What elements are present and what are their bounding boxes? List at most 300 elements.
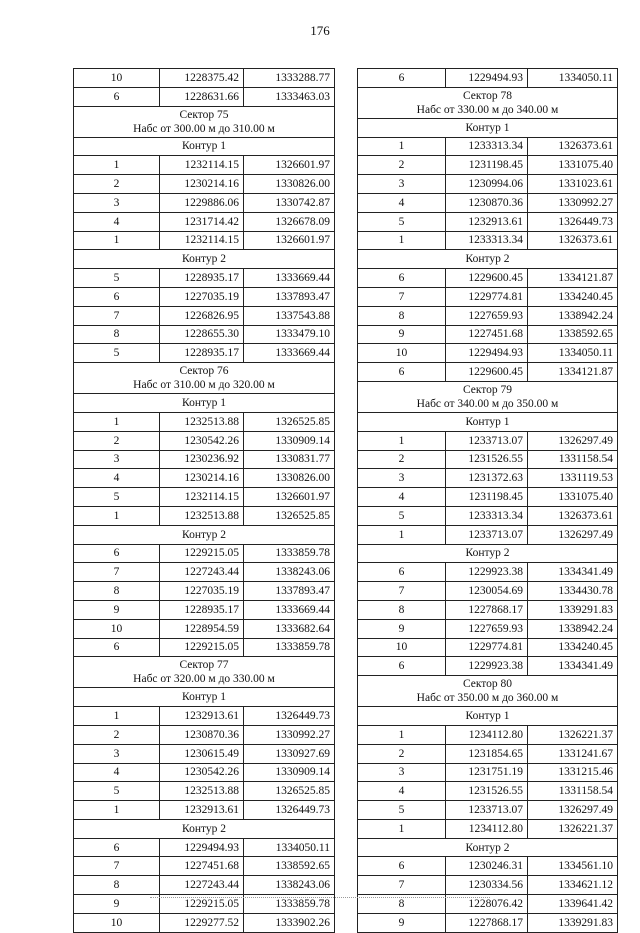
table-row: [358, 175, 618, 194]
point-number: 9: [358, 913, 446, 932]
point-number: 7: [74, 306, 160, 325]
x-coordinate: 1232913.61: [160, 707, 244, 726]
point-number: 6: [358, 69, 446, 88]
point-number: 1: [358, 137, 446, 156]
table-row: [358, 600, 618, 619]
x-coordinate: 1229886.06: [160, 193, 244, 212]
y-coordinate: 1334050.11: [528, 344, 618, 363]
x-coordinate: 1228655.30: [160, 325, 244, 344]
point-number: 9: [74, 895, 160, 914]
x-coordinate: 1233713.07: [446, 525, 528, 544]
point-number: 7: [358, 287, 446, 306]
contour-header-row: [74, 394, 335, 413]
y-coordinate: 1326449.73: [244, 801, 335, 820]
table-row: [74, 269, 335, 288]
point-number: 6: [358, 563, 446, 582]
contour-header-row: [358, 412, 618, 431]
table-row: [358, 431, 618, 450]
point-number: 4: [358, 488, 446, 507]
point-number: 1: [74, 801, 160, 820]
x-coordinate: 1228935.17: [160, 600, 244, 619]
coordinates-table-body: [74, 69, 335, 933]
point-number: 5: [358, 506, 446, 525]
y-coordinate: 1326373.61: [528, 506, 618, 525]
table-row: [358, 619, 618, 638]
y-coordinate: 1326525.85: [244, 782, 335, 801]
table-row: [74, 782, 335, 801]
table-row: [74, 801, 335, 820]
point-number: 5: [74, 344, 160, 363]
table-row: [358, 363, 618, 382]
x-coordinate: 1229277.52: [160, 913, 244, 932]
point-number: 2: [358, 744, 446, 763]
y-coordinate: 1326297.49: [528, 431, 618, 450]
x-coordinate: 1230054.69: [446, 582, 528, 601]
table-row: [74, 431, 335, 450]
x-coordinate: 1232114.15: [160, 156, 244, 175]
sector-header: [74, 106, 335, 137]
y-coordinate: 1326525.85: [244, 506, 335, 525]
table-row: [358, 231, 618, 250]
sector-header-row: [358, 676, 618, 707]
point-number: 6: [74, 287, 160, 306]
x-coordinate: 1229600.45: [446, 363, 528, 382]
coordinates-table-left: [73, 68, 335, 933]
x-coordinate: 1227868.17: [446, 600, 528, 619]
x-coordinate: 1229600.45: [446, 269, 528, 288]
y-coordinate: 1326525.85: [244, 412, 335, 431]
point-number: 6: [358, 857, 446, 876]
table-row: [74, 488, 335, 507]
table-row: [358, 913, 618, 932]
page-number: 176: [310, 23, 330, 38]
x-coordinate: 1229215.05: [160, 895, 244, 914]
sector-header-row: [74, 106, 335, 137]
x-coordinate: 1232913.61: [160, 801, 244, 820]
y-coordinate: 1326297.49: [528, 525, 618, 544]
point-number: 6: [74, 87, 160, 106]
x-coordinate: 1231526.55: [446, 450, 528, 469]
x-coordinate: 1230542.26: [160, 763, 244, 782]
y-coordinate: 1334430.78: [528, 582, 618, 601]
y-coordinate: 1333669.44: [244, 600, 335, 619]
table-row: [74, 193, 335, 212]
y-coordinate: 1331158.54: [528, 450, 618, 469]
x-coordinate: 1233313.34: [446, 231, 528, 250]
y-coordinate: 1334240.45: [528, 638, 618, 657]
x-coordinate: 1229774.81: [446, 287, 528, 306]
point-number: 5: [358, 212, 446, 231]
x-coordinate: 1227868.17: [446, 913, 528, 932]
table-row: [358, 469, 618, 488]
y-coordinate: 1339641.42: [528, 895, 618, 914]
x-coordinate: 1230870.36: [446, 193, 528, 212]
point-number: 8: [358, 895, 446, 914]
y-coordinate: 1330909.14: [244, 763, 335, 782]
x-coordinate: 1230615.49: [160, 744, 244, 763]
table-row: [358, 782, 618, 801]
y-coordinate: 1330831.77: [244, 450, 335, 469]
table-row: [358, 725, 618, 744]
y-coordinate: 1326601.97: [244, 488, 335, 507]
point-number: 4: [358, 782, 446, 801]
table-row: [358, 306, 618, 325]
x-coordinate: 1228631.66: [160, 87, 244, 106]
point-number: 6: [74, 838, 160, 857]
table-row: [358, 525, 618, 544]
x-coordinate: 1229494.93: [160, 838, 244, 857]
point-number: 8: [74, 876, 160, 895]
sector-elevation-range: Набс от 300.00 м до 310.00 м: [133, 122, 275, 135]
table-row: [74, 838, 335, 857]
table-row: [358, 69, 618, 88]
contour-label: Контур 1: [358, 118, 618, 137]
x-coordinate: 1231854.65: [446, 744, 528, 763]
point-number: 7: [74, 563, 160, 582]
x-coordinate: 1233313.34: [446, 506, 528, 525]
x-coordinate: 1227451.68: [160, 857, 244, 876]
x-coordinate: 1229774.81: [446, 638, 528, 657]
point-number: 2: [358, 156, 446, 175]
table-row: [358, 801, 618, 820]
y-coordinate: 1326449.73: [244, 707, 335, 726]
y-coordinate: 1333669.44: [244, 269, 335, 288]
table-row: [74, 344, 335, 363]
sector-elevation-range: Набс от 340.00 м до 350.00 м: [416, 397, 559, 410]
sector-header: [74, 657, 335, 688]
sector-title: Сектор 77: [179, 659, 229, 672]
table-row: [358, 819, 618, 838]
point-number: 1: [74, 231, 160, 250]
table-row: [358, 857, 618, 876]
table-row: [74, 913, 335, 932]
x-coordinate: 1227451.68: [446, 325, 528, 344]
point-number: 8: [358, 306, 446, 325]
table-row: [358, 506, 618, 525]
y-coordinate: 1333288.77: [244, 69, 335, 88]
y-coordinate: 1326601.97: [244, 231, 335, 250]
contour-label: Контур 2: [358, 250, 618, 269]
table-row: [74, 231, 335, 250]
table-row: [358, 488, 618, 507]
y-coordinate: 1338243.06: [244, 876, 335, 895]
table-row: [358, 325, 618, 344]
contour-label: Контур 1: [74, 137, 335, 156]
point-number: 1: [74, 156, 160, 175]
contour-label: Контур 1: [358, 707, 618, 726]
y-coordinate: 1330826.00: [244, 469, 335, 488]
table-row: [358, 156, 618, 175]
table-row: [74, 600, 335, 619]
table-row: [358, 344, 618, 363]
x-coordinate: 1231198.45: [446, 156, 528, 175]
x-coordinate: 1229923.38: [446, 657, 528, 676]
contour-label: Контур 2: [74, 250, 335, 269]
point-number: 7: [358, 582, 446, 601]
table-row: [358, 450, 618, 469]
y-coordinate: 1334341.49: [528, 657, 618, 676]
x-coordinate: 1232513.88: [160, 506, 244, 525]
contour-header-row: [358, 544, 618, 563]
y-coordinate: 1338942.24: [528, 306, 618, 325]
y-coordinate: 1326373.61: [528, 231, 618, 250]
y-coordinate: 1334050.11: [244, 838, 335, 857]
point-number: 2: [74, 725, 160, 744]
sector-elevation-range: Набс от 330.00 м до 340.00 м: [416, 103, 559, 116]
x-coordinate: 1230542.26: [160, 431, 244, 450]
table-row: [74, 325, 335, 344]
sector-header-row: [358, 381, 618, 412]
sector-header-row: [358, 87, 618, 118]
x-coordinate: 1231198.45: [446, 488, 528, 507]
y-coordinate: 1330742.87: [244, 193, 335, 212]
table-row: [358, 269, 618, 288]
x-coordinate: 1232913.61: [446, 212, 528, 231]
point-number: 1: [74, 707, 160, 726]
sector-title: Сектор 78: [462, 89, 513, 102]
x-coordinate: 1229494.93: [446, 344, 528, 363]
x-coordinate: 1227243.44: [160, 563, 244, 582]
point-number: 1: [358, 525, 446, 544]
y-coordinate: 1331119.53: [528, 469, 618, 488]
table-row: [358, 657, 618, 676]
y-coordinate: 1330909.14: [244, 431, 335, 450]
y-coordinate: 1330826.00: [244, 175, 335, 194]
x-coordinate: 1231751.19: [446, 763, 528, 782]
point-number: 3: [358, 469, 446, 488]
y-coordinate: 1331075.40: [528, 156, 618, 175]
point-number: 3: [74, 193, 160, 212]
y-coordinate: 1333669.44: [244, 344, 335, 363]
y-coordinate: 1333859.78: [244, 544, 335, 563]
point-number: 7: [358, 876, 446, 895]
point-number: 5: [74, 269, 160, 288]
contour-header-row: [74, 250, 335, 269]
point-number: 8: [74, 325, 160, 344]
contour-header-row: [74, 688, 335, 707]
table-row: [74, 69, 335, 88]
x-coordinate: 1230334.56: [446, 876, 528, 895]
table-row: [74, 87, 335, 106]
contour-header-row: [74, 819, 335, 838]
table-row: [358, 563, 618, 582]
y-coordinate: 1333859.78: [244, 638, 335, 657]
table-row: [74, 857, 335, 876]
y-coordinate: 1333682.64: [244, 619, 335, 638]
table-row: [74, 175, 335, 194]
y-coordinate: 1334341.49: [528, 563, 618, 582]
x-coordinate: 1233313.34: [446, 137, 528, 156]
y-coordinate: 1338243.06: [244, 563, 335, 582]
y-coordinate: 1331075.40: [528, 488, 618, 507]
y-coordinate: 1326373.61: [528, 137, 618, 156]
x-coordinate: 1234112.80: [446, 819, 528, 838]
x-coordinate: 1231526.55: [446, 782, 528, 801]
x-coordinate: 1228935.17: [160, 344, 244, 363]
x-coordinate: 1233713.07: [446, 431, 528, 450]
table-row: [74, 287, 335, 306]
table-row: [358, 582, 618, 601]
point-number: 1: [358, 231, 446, 250]
point-number: 6: [358, 657, 446, 676]
y-coordinate: 1326601.97: [244, 156, 335, 175]
table-row: [74, 506, 335, 525]
contour-header-row: [74, 137, 335, 156]
point-number: 4: [74, 763, 160, 782]
point-number: 7: [74, 857, 160, 876]
x-coordinate: 1234112.80: [446, 725, 528, 744]
y-coordinate: 1337543.88: [244, 306, 335, 325]
y-coordinate: 1333902.26: [244, 913, 335, 932]
coordinates-table-right: [357, 68, 618, 933]
x-coordinate: 1227659.93: [446, 306, 528, 325]
x-coordinate: 1230994.06: [446, 175, 528, 194]
contour-label: Контур 2: [74, 525, 335, 544]
point-number: 3: [74, 744, 160, 763]
point-number: 2: [358, 450, 446, 469]
y-coordinate: 1334050.11: [528, 69, 618, 88]
y-coordinate: 1326221.37: [528, 819, 618, 838]
y-coordinate: 1330992.27: [528, 193, 618, 212]
point-number: 1: [74, 412, 160, 431]
table-row: [74, 306, 335, 325]
x-coordinate: 1230214.16: [160, 469, 244, 488]
table-row: [74, 212, 335, 231]
x-coordinate: 1229215.05: [160, 638, 244, 657]
x-coordinate: 1232114.15: [160, 231, 244, 250]
point-number: 3: [358, 175, 446, 194]
y-coordinate: 1338592.65: [528, 325, 618, 344]
point-number: 6: [74, 638, 160, 657]
coordinates-table-body: [358, 69, 618, 933]
y-coordinate: 1331241.67: [528, 744, 618, 763]
y-coordinate: 1326221.37: [528, 725, 618, 744]
sector-title: Сектор 79: [462, 383, 513, 396]
table-row: [74, 563, 335, 582]
contour-label: Контур 1: [74, 688, 335, 707]
table-row: [74, 450, 335, 469]
table-row: [74, 544, 335, 563]
table-row: [74, 619, 335, 638]
y-coordinate: 1338592.65: [244, 857, 335, 876]
point-number: 10: [74, 619, 160, 638]
x-coordinate: 1229923.38: [446, 563, 528, 582]
x-coordinate: 1229215.05: [160, 544, 244, 563]
contour-header-row: [358, 118, 618, 137]
sector-header-row: [74, 657, 335, 688]
point-number: 9: [74, 600, 160, 619]
sector-header-row: [74, 363, 335, 394]
table-row: [74, 707, 335, 726]
table-row: [74, 638, 335, 657]
x-coordinate: 1227659.93: [446, 619, 528, 638]
y-coordinate: 1333859.78: [244, 895, 335, 914]
point-number: 9: [358, 325, 446, 344]
point-number: 6: [74, 544, 160, 563]
y-coordinate: 1338942.24: [528, 619, 618, 638]
sector-title: Сектор 80: [462, 678, 513, 691]
table-row: [74, 876, 335, 895]
table-row: [358, 744, 618, 763]
y-coordinate: 1334240.45: [528, 287, 618, 306]
y-coordinate: 1331215.46: [528, 763, 618, 782]
contour-label: Контур 2: [74, 819, 335, 838]
table-row: [358, 212, 618, 231]
point-number: 3: [358, 763, 446, 782]
point-number: 5: [74, 488, 160, 507]
x-coordinate: 1230236.92: [160, 450, 244, 469]
contour-header-row: [358, 250, 618, 269]
x-coordinate: 1231714.42: [160, 212, 244, 231]
x-coordinate: 1228076.42: [446, 895, 528, 914]
table-row: [74, 156, 335, 175]
point-number: 4: [74, 212, 160, 231]
contour-label: Контур 2: [358, 544, 618, 563]
y-coordinate: 1331023.61: [528, 175, 618, 194]
point-number: 3: [74, 450, 160, 469]
x-coordinate: 1228375.42: [160, 69, 244, 88]
scan-artifact-line: [150, 897, 490, 899]
point-number: 8: [74, 582, 160, 601]
y-coordinate: 1334621.12: [528, 876, 618, 895]
table-row: [74, 744, 335, 763]
table-row: [74, 763, 335, 782]
sector-elevation-range: Набс от 320.00 м до 330.00 м: [133, 673, 275, 686]
x-coordinate: 1230246.31: [446, 857, 528, 876]
contour-header-row: [358, 707, 618, 726]
y-coordinate: 1326678.09: [244, 212, 335, 231]
point-number: 1: [358, 725, 446, 744]
y-coordinate: 1333479.10: [244, 325, 335, 344]
x-coordinate: 1226826.95: [160, 306, 244, 325]
y-coordinate: 1339291.83: [528, 913, 618, 932]
point-number: 4: [74, 469, 160, 488]
table-row: [74, 469, 335, 488]
table-row: [74, 412, 335, 431]
y-coordinate: 1339291.83: [528, 600, 618, 619]
x-coordinate: 1227035.19: [160, 287, 244, 306]
point-number: 1: [358, 819, 446, 838]
x-coordinate: 1227243.44: [160, 876, 244, 895]
table-row: [74, 725, 335, 744]
table-row: [358, 876, 618, 895]
x-coordinate: 1229494.93: [446, 69, 528, 88]
point-number: 10: [74, 913, 160, 932]
sector-header: [358, 676, 618, 707]
contour-header-row: [358, 838, 618, 857]
table-row: [358, 287, 618, 306]
contour-header-row: [74, 525, 335, 544]
table-row: [358, 193, 618, 212]
y-coordinate: 1330927.69: [244, 744, 335, 763]
x-coordinate: 1230214.16: [160, 175, 244, 194]
x-coordinate: 1227035.19: [160, 582, 244, 601]
table-row: [358, 638, 618, 657]
sector-elevation-range: Набс от 350.00 м до 360.00 м: [416, 692, 559, 705]
table-row: [358, 137, 618, 156]
point-number: 10: [74, 69, 160, 88]
y-coordinate: 1334121.87: [528, 363, 618, 382]
contour-label: Контур 1: [358, 412, 618, 431]
x-coordinate: 1231372.63: [446, 469, 528, 488]
x-coordinate: 1232513.88: [160, 782, 244, 801]
point-number: 10: [358, 344, 446, 363]
sector-header: [74, 363, 335, 394]
point-number: 2: [74, 175, 160, 194]
sector-header: [358, 381, 618, 412]
point-number: 5: [74, 782, 160, 801]
y-coordinate: 1326449.73: [528, 212, 618, 231]
